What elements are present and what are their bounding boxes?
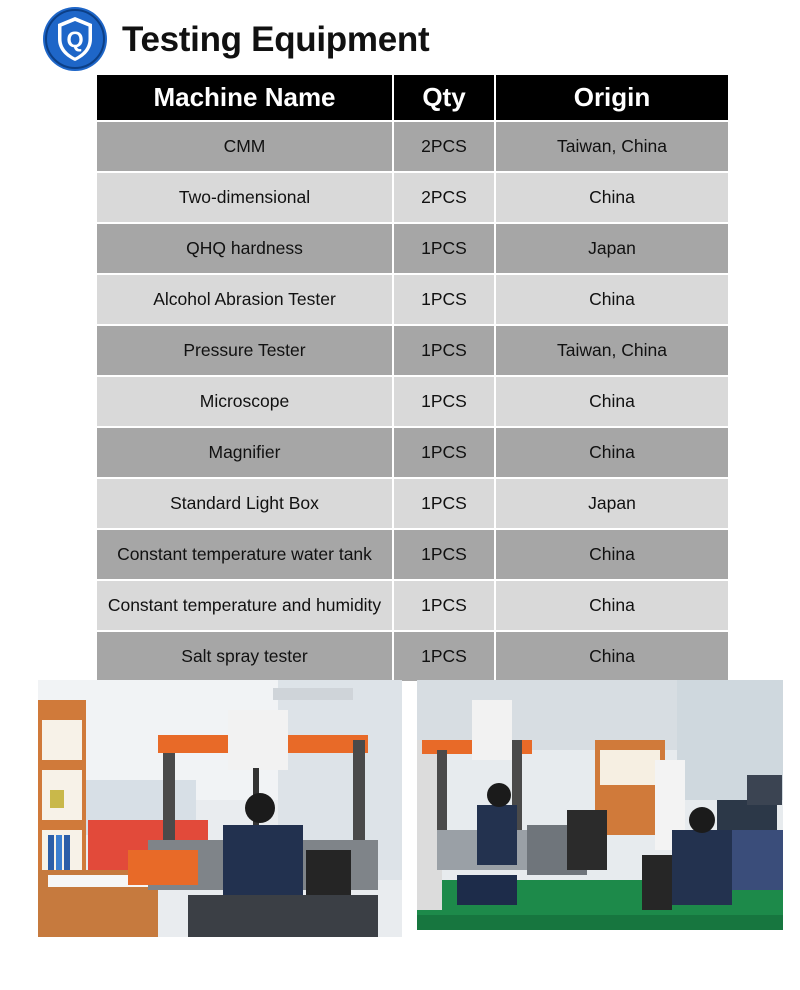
table-row xyxy=(97,325,728,376)
cell-machine-name: Constant temperature and humidity xyxy=(97,580,393,631)
cell-qty: 1PCS xyxy=(393,478,495,529)
table-row xyxy=(97,223,728,274)
table-row xyxy=(97,580,728,631)
cell-origin: China xyxy=(495,427,728,478)
cell-origin: China xyxy=(495,529,728,580)
cell-origin: China xyxy=(495,376,728,427)
table-row xyxy=(97,631,728,681)
column-header-qty: Qty xyxy=(393,75,495,121)
cell-qty: 1PCS xyxy=(393,631,495,681)
column-header-origin: Origin xyxy=(495,75,728,121)
cell-origin: Taiwan, China xyxy=(495,121,728,172)
table-row xyxy=(97,529,728,580)
testing-lab-photo xyxy=(417,680,783,938)
cell-qty: 1PCS xyxy=(393,274,495,325)
cell-origin: China xyxy=(495,631,728,681)
table-row xyxy=(97,172,728,223)
cell-qty: 1PCS xyxy=(393,580,495,631)
page-header xyxy=(40,6,429,72)
cell-origin: Japan xyxy=(495,223,728,274)
cell-origin: China xyxy=(495,172,728,223)
cell-machine-name: Two-dimensional xyxy=(97,172,393,223)
cell-machine-name: CMM xyxy=(97,121,393,172)
cell-origin: China xyxy=(495,580,728,631)
equipment-table xyxy=(97,75,728,681)
cell-machine-name: Magnifier xyxy=(97,427,393,478)
table-header-row xyxy=(97,75,728,121)
cell-qty: 1PCS xyxy=(393,376,495,427)
cmm-operator-photo xyxy=(38,680,402,937)
cell-qty: 1PCS xyxy=(393,427,495,478)
cell-qty: 1PCS xyxy=(393,325,495,376)
cell-origin: China xyxy=(495,274,728,325)
q-shield-icon xyxy=(40,6,110,72)
table-row xyxy=(97,478,728,529)
cell-machine-name: Salt spray tester xyxy=(97,631,393,681)
cell-origin: Taiwan, China xyxy=(495,325,728,376)
table-row xyxy=(97,427,728,478)
cell-machine-name: Microscope xyxy=(97,376,393,427)
cell-qty: 2PCS xyxy=(393,172,495,223)
cell-machine-name: Pressure Tester xyxy=(97,325,393,376)
table-row xyxy=(97,376,728,427)
cell-qty: 1PCS xyxy=(393,529,495,580)
cell-machine-name: Standard Light Box xyxy=(97,478,393,529)
column-header-machine-name: Machine Name xyxy=(97,75,393,121)
badge-letter: Q xyxy=(66,27,84,52)
cell-machine-name: Alcohol Abrasion Tester xyxy=(97,274,393,325)
cell-qty: 1PCS xyxy=(393,223,495,274)
cell-qty: 2PCS xyxy=(393,121,495,172)
cell-machine-name: QHQ hardness xyxy=(97,223,393,274)
table-row xyxy=(97,121,728,172)
cell-origin: Japan xyxy=(495,478,728,529)
cell-machine-name: Constant temperature water tank xyxy=(97,529,393,580)
page-title: Testing Equipment xyxy=(122,19,430,59)
table-row xyxy=(97,274,728,325)
